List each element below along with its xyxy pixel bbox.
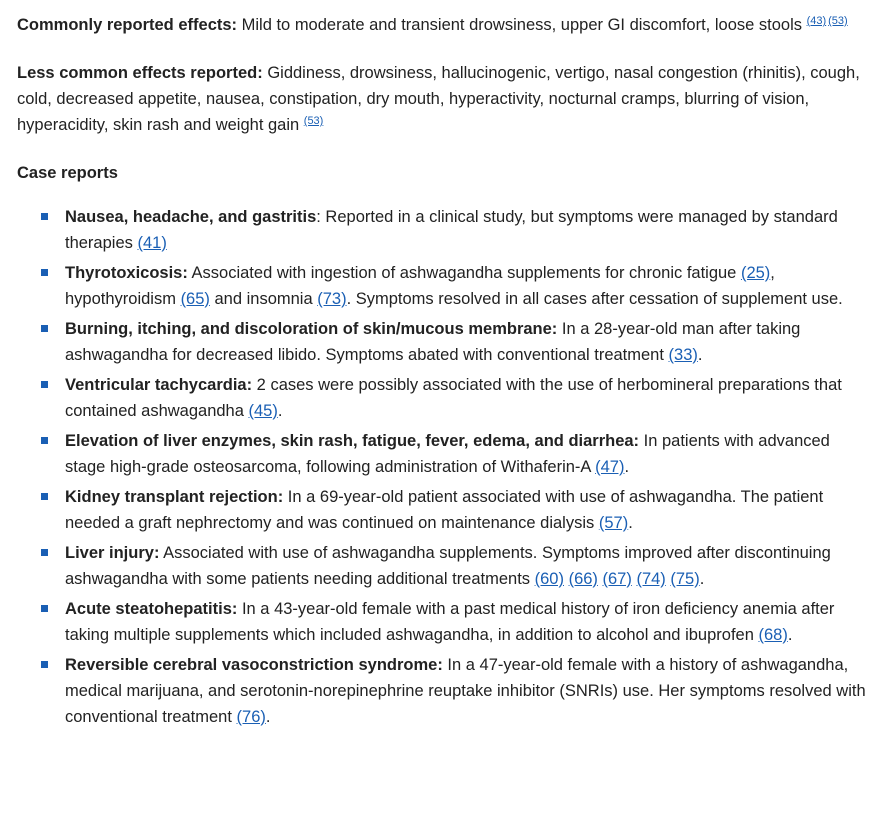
square-bullet-icon (41, 325, 48, 332)
list-item (41, 540, 874, 592)
reference-link[interactable]: (43) (806, 15, 827, 27)
case-text: In a 47-year-old female with a history of ashwagandha, medical marijuana, and serotonin-norepinephrine reuptake inhibitor (SNRIs) use. Her symptoms resolved with conventional treatment (65, 656, 866, 726)
reference-link[interactable]: (67) (602, 570, 632, 588)
list-item (41, 484, 874, 536)
reference-link[interactable]: (60) (534, 570, 564, 588)
reference-link[interactable]: (53) (303, 115, 324, 127)
square-bullet-icon (41, 493, 48, 500)
list-item (41, 596, 874, 648)
case-text: 2 cases were possibly associated with the use of herbomineral preparations that contained ashwagandha (65, 376, 842, 420)
square-bullet-icon (41, 661, 48, 668)
reference-link[interactable]: (65) (180, 290, 210, 308)
square-bullet-icon (41, 605, 48, 612)
case-reports-list (17, 204, 874, 730)
case-title: Liver injury: (65, 544, 160, 562)
reference-link[interactable]: (75) (670, 570, 700, 588)
case-title: Thyrotoxicosis: (65, 264, 188, 282)
case-text: and insomnia (209, 290, 318, 308)
case-title: Acute steatohepatitis: (65, 600, 238, 618)
case-text: Associated with use of ashwagandha supplements. Symptoms improved after discontinuing ashwagandha with some patients needing additional treatments (65, 544, 831, 588)
case-title: Elevation of liver enzymes, skin rash, fatigue, fever, edema, and diarrhea: (65, 432, 640, 450)
case-text: , hypothyroidism (65, 264, 775, 308)
case-text: In patients with advanced stage high-grade osteosarcoma, following administration of Withaferin-A (65, 432, 830, 476)
case-text: . Symptoms resolved in all cases after cessation of supplement use. (346, 290, 843, 308)
less-common-effects-text: Giddiness, drowsiness, hallucinogenic, vertigo, nasal congestion (rhinitis), cough, cold, decreased appetite, nausea, constipation, dry mouth, hyperactivity, nocturnal cramps, blurring of vision, hyperacidity, skin rash and weight gain (17, 64, 860, 134)
case-text: In a 43-year-old female with a past medical history of iron deficiency anemia after taking multiple supplements which included ashwagandha, in addition to alcohol and ibuprofen (65, 600, 835, 644)
reference-link[interactable]: (66) (568, 570, 598, 588)
reference-link[interactable]: (41) (137, 234, 167, 252)
case-title: Ventricular tachycardia: (65, 376, 253, 394)
case-title: Kidney transplant rejection: (65, 488, 284, 506)
case-text: . (265, 708, 271, 726)
common-effects-refs (807, 15, 850, 27)
square-bullet-icon (41, 269, 48, 276)
case-title: Nausea, headache, and gastritis (65, 208, 317, 226)
reference-link[interactable]: (45) (248, 402, 278, 420)
reference-link[interactable]: (68) (758, 626, 788, 644)
case-text: . (277, 402, 283, 420)
case-text: . (787, 626, 793, 644)
reference-link[interactable]: (76) (236, 708, 266, 726)
square-bullet-icon (41, 381, 48, 388)
case-text: In a 69-year-old patient associated with use of ashwagandha. The patient needed a graft nephrectomy and was continued on maintenance dialysis (65, 488, 824, 532)
list-item (41, 372, 874, 424)
common-effects-paragraph (17, 12, 874, 38)
reference-link[interactable]: (47) (595, 458, 625, 476)
square-bullet-icon (41, 549, 48, 556)
less-common-effects-refs (304, 115, 326, 127)
case-text: . (697, 346, 703, 364)
less-common-effects-label: Less common effects reported: (17, 64, 263, 82)
case-text: . (699, 570, 705, 588)
list-item (41, 260, 874, 312)
reference-link[interactable]: (74) (636, 570, 666, 588)
case-text: Associated with ingestion of ashwagandha supplements for chronic fatigue (187, 264, 741, 282)
common-effects-label: Commonly reported effects: (17, 16, 238, 34)
list-item (41, 652, 874, 730)
case-text: In a 28-year-old man after taking ashwagandha for decreased libido. Symptoms abated with conventional treatment (65, 320, 801, 364)
reference-link[interactable]: (57) (598, 514, 629, 532)
case-reports-heading: Case reports (17, 164, 118, 182)
square-bullet-icon (41, 213, 48, 220)
case-text: . (628, 514, 633, 532)
list-item (41, 204, 874, 256)
case-title: Burning, itching, and discoloration of skin/mucous membrane: (65, 320, 558, 338)
reference-link[interactable]: (53) (828, 15, 848, 27)
list-item (41, 428, 874, 480)
square-bullet-icon (41, 437, 48, 444)
list-item (41, 316, 874, 368)
case-text: . (624, 458, 630, 476)
case-text: : Reported in a clinical study, but symptoms were managed by standard therapies (65, 208, 838, 252)
reference-link[interactable]: (25) (740, 264, 771, 282)
reference-link[interactable]: (73) (317, 290, 347, 308)
common-effects-text: Mild to moderate and transient drowsiness, upper GI discomfort, loose stools (237, 16, 807, 34)
less-common-effects-paragraph (17, 60, 874, 138)
case-title: Reversible cerebral vasoconstriction syndrome: (65, 656, 443, 674)
reference-link[interactable]: (33) (668, 346, 698, 364)
